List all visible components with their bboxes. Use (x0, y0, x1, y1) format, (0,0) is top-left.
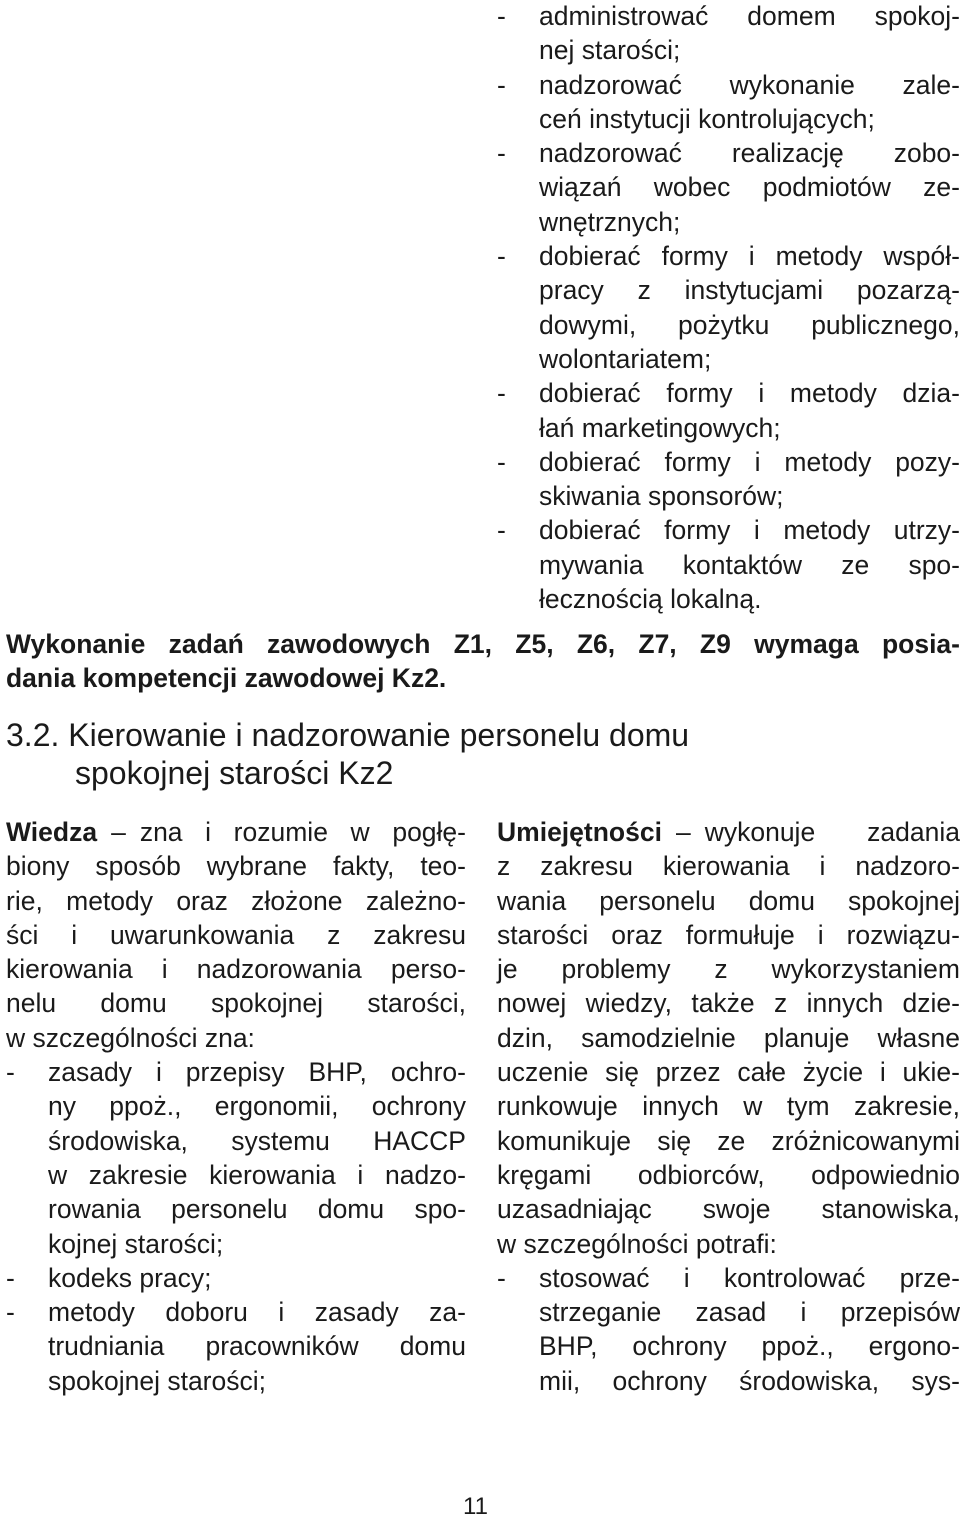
skills-label: Umiejętności (497, 817, 662, 847)
text-line: ści i uwarunkowania z zakresu (6, 919, 466, 950)
knowledge-intro (6, 849, 466, 1055)
list-item (497, 445, 960, 514)
list-item (497, 513, 960, 616)
text-line: kręgami odbiorców, odpowiednio (497, 1159, 960, 1190)
text-line: rowania personelu domu spo- (48, 1194, 466, 1225)
text-line: nadzorować wykonanie zale- (539, 69, 960, 100)
skills-intro (497, 849, 960, 1261)
text-line: runkowuje innych w tym zakresie, (497, 1091, 960, 1122)
text-line: uzasadniając swoje stanowiska, (497, 1194, 960, 1225)
text-line: dowymi, pożytku publicznego, (539, 309, 960, 340)
text-line: dobierać formy i metody utrzy- (539, 515, 960, 546)
page-number: 11 (463, 1493, 488, 1520)
text-line: skiwania sponsorów; (539, 481, 784, 512)
top-task-list (497, 0, 960, 616)
text-line: je problemy z wykorzystaniem (497, 954, 960, 985)
knowledge-column (6, 815, 466, 1398)
list-item (497, 239, 960, 376)
text-line: mywania kontaktów ze spo- (539, 549, 960, 580)
text-line: wolontariatem; (539, 343, 712, 374)
requirement-line: dania kompetencji zawodowej Kz2. (6, 663, 447, 694)
list-item (6, 1295, 466, 1398)
text-line: dzin, samodzielnie planuje własne (497, 1022, 960, 1053)
list-item (497, 1261, 960, 1398)
text-line: strzeganie zasad i przepisów (539, 1297, 960, 1328)
text-line: wania personelu domu spokojnej (497, 885, 960, 916)
text-line: wnętrznych; (539, 206, 681, 237)
text-line: ceń instytucji kontrolujących; (539, 103, 875, 134)
text-line: stosować i kontrolować prze- (539, 1262, 960, 1293)
list-dash: - (497, 1262, 506, 1293)
text-line: kodeks pracy; (48, 1262, 212, 1293)
list-dash: - (497, 378, 506, 409)
list-item (497, 136, 960, 239)
text-line: rie, metody oraz złożone zależno- (6, 885, 466, 916)
text-line: w zakresie kierowania i nadzo- (48, 1159, 466, 1190)
text-line: spokojnej starości; (48, 1365, 266, 1396)
text-line: metody doboru i zasady za- (48, 1297, 466, 1328)
competency-requirement (6, 627, 960, 696)
skills-column (497, 815, 960, 1398)
list-dash: - (497, 446, 506, 477)
skills-intro-text: wykonuje zadania (704, 817, 960, 847)
list-dash: - (497, 138, 506, 169)
text-line: starości oraz formułuje i rozwiązu- (497, 919, 960, 950)
text-line: nelu domu spokojnej starości, (6, 988, 466, 1019)
list-item (497, 376, 960, 445)
text-line: dobierać formy i metody pozy- (539, 446, 960, 477)
section-title-line-2: spokojnej starości Kz2 (75, 755, 394, 791)
list-dash: - (497, 515, 506, 546)
section-number: 3.2. (6, 717, 60, 753)
text-line: w szczególności potrafi: (497, 1228, 777, 1259)
text-line: ny ppoż., ergonomii, ochrony (48, 1091, 466, 1122)
text-line: mii, ochrony środowiska, sys- (539, 1365, 960, 1396)
text-line: biony sposób wybrane fakty, teo- (6, 851, 466, 882)
list-dash: - (497, 1, 506, 31)
text-line: środowiska, systemu HACCP (48, 1125, 466, 1156)
text-line: nowej wiedzy, także z innych dzie- (497, 988, 960, 1019)
text-line: pracy z instytucjami pozarzą- (539, 275, 960, 306)
section-title-line-1: Kierowanie i nadzorowanie personelu domu (68, 717, 690, 753)
text-line: dobierać formy i metody współ- (539, 241, 960, 272)
text-line: kojnej starości; (48, 1228, 224, 1259)
list-dash: - (497, 241, 506, 272)
text-line: nej starości; (539, 35, 681, 66)
text-line: nadzorować realizację zobo- (539, 138, 960, 169)
list-dash: - (6, 1262, 15, 1293)
text-line: łecznością lokalną. (539, 584, 762, 615)
list-dash: - (6, 1057, 15, 1088)
list-item (497, 68, 960, 137)
text-line: trudniania pracowników domu (48, 1331, 466, 1362)
list-dash: - (6, 1297, 15, 1328)
section-heading (6, 716, 689, 792)
list-dash: - (497, 69, 506, 100)
text-line: administrować domem spokoj- (539, 1, 960, 31)
text-line: w szczególności zna: (6, 1022, 255, 1053)
text-line: komunikuje się ze zróżnicowanymi (497, 1125, 960, 1156)
list-item (6, 1055, 466, 1261)
list-item (6, 1261, 466, 1295)
skills-intro-first: Umiejętności – wykonuje zadania (497, 817, 960, 847)
text-line: uczenie się przez całe życie i ukie- (497, 1057, 960, 1088)
knowledge-intro-first: Wiedza – zna i rozumie w pogłę- (6, 817, 466, 847)
list-item (497, 0, 960, 68)
text-line: kierowania i nadzorowania perso- (6, 954, 466, 985)
knowledge-list (6, 1055, 466, 1398)
requirement-line: Wykonanie zadań zawodowych Z1, Z5, Z6, Z7, Z9 wymaga posia- (6, 629, 960, 659)
text-line: BHP, ochrony ppoż., ergono- (539, 1331, 960, 1362)
knowledge-label: Wiedza (6, 817, 98, 847)
knowledge-intro-text: zna i rozumie w pogłę- (139, 817, 466, 847)
text-line: łań marketingowych; (539, 412, 781, 443)
text-line: wiązań wobec podmiotów ze- (539, 172, 960, 203)
text-line: dobierać formy i metody dzia- (539, 378, 960, 409)
text-line: zasady i przepisy BHP, ochro- (48, 1057, 466, 1088)
skills-list (497, 1261, 960, 1398)
text-line: z zakresu kierowania i nadzoro- (497, 851, 960, 882)
